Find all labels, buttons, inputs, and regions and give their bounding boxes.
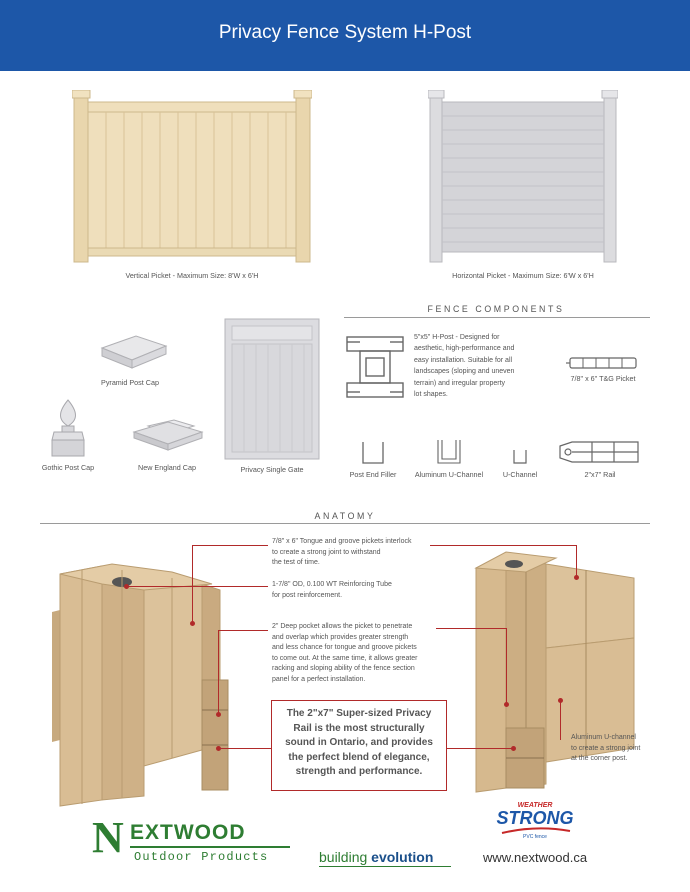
callout-tongue-groove-dot [190,621,195,626]
rail-label: 2"x7" Rail [584,470,616,479]
new-england-cap-image [130,418,204,452]
post-end-filler-profile-image [360,440,386,466]
vertical-picket-caption: Vertical Picket - Maximum Size: 8'W x 6'H [125,271,259,280]
gothic-post-cap-label: Gothic Post Cap [41,463,95,472]
nextwood-logo-letter: N [92,813,124,862]
callout-deep-pocket-drop [218,630,219,714]
aluminum-u-channel-profile-image [434,438,464,466]
tg-picket-label: 7/8" x 6" T&G Picket [570,374,636,383]
horizontal-picket-caption: Horizontal Picket - Maximum Size: 6'W x 6'H [452,271,594,280]
callout-tongue-groove-line [192,545,268,546]
page-title: Privacy Fence System H-Post [218,22,472,43]
fence-components-title: FENCE COMPONENTS [427,304,565,314]
anatomy-title: ANATOMY [314,511,376,521]
post-end-filler-label: Post End Filler [349,470,397,479]
weather-strong-badge-main: STRONG [496,808,574,828]
nextwood-logo-name: EXTWOOD [130,821,246,844]
rail-highlight-line-right [447,748,513,749]
aluminum-u-channel-label: Aluminum U-Channel [414,470,484,479]
website-url[interactable]: www.nextwood.ca [483,850,588,865]
callout-aluminum-u-channel-line [560,700,561,740]
rail-highlight-line-left [218,748,271,749]
rail-highlight-dot-left [216,746,221,751]
h-post-description: 5"x5" H-Post - Designed for aesthetic, high-performance and easy installation. Suitable for all landscapes (sloping and uneven terrain) and irregular property lot shapes. [414,334,515,399]
callout-tongue-groove: 7/8" x 6" Tongue and groove pickets interlock to create a strong joint to withstand the test of time. [272,538,412,567]
vertical-picket-fence-image [72,90,312,265]
weather-strong-badge-top: WEATHER [517,802,553,809]
weather-strong-badge-sub: PVC fence [523,834,547,840]
privacy-single-gate-label: Privacy Single Gate [240,465,304,474]
nextwood-logo-rule [130,846,290,848]
tg-picket-profile-image [566,356,640,370]
anatomy-divider [40,523,650,524]
fence-components-divider [344,317,650,318]
callout-deep-pocket: 2" Deep pocket allows the picket to penetrate and overlap which provides greater strength and less chance for tongue and groove pickets to come out. At the same time, it allows greater racking and sloping ability of the fence section panel for a perfect installation. [272,623,418,683]
callout-tongue-groove-drop-right [576,545,577,577]
rail-highlight-text: The 2"x7" Super-sized Privacy Rail is the most structurally sound in Ontario, and provides the perfect blend of elegance, strength and performance. [285,708,433,778]
u-channel-label: U-Channel [502,470,538,479]
callout-deep-pocket-line-right [436,628,506,629]
pyramid-post-cap-image [96,332,170,372]
u-channel-profile-image [512,448,528,466]
horizontal-picket-fence-image [428,90,618,265]
new-england-cap-label: New England Cap [138,463,196,472]
callout-reinforcing-tube-dot [124,584,129,589]
callout-reinforcing-tube: 1-7/8" OD, 0.100 WT Reinforcing Tube for post reinforcement. [272,581,392,599]
callout-tongue-groove-line-right [430,545,576,546]
rail-profile-image [558,440,642,464]
callout-deep-pocket-line [218,630,268,631]
gothic-post-cap-image [48,398,88,460]
privacy-single-gate-image [224,318,320,460]
callout-aluminum-u-channel-dot [558,698,563,703]
left-anatomy-cutaway-image [52,560,232,808]
tagline-underline [319,866,451,867]
pyramid-post-cap-label: Pyramid Post Cap [101,378,159,387]
nextwood-logo-subtitle: Outdoor Products [134,850,269,864]
callout-deep-pocket-dot [216,712,221,717]
rail-highlight-dot-right [511,746,516,751]
callout-tongue-groove-drop [192,545,193,623]
callout-tongue-groove-dot-right [574,575,579,580]
callout-deep-pocket-dot-right [504,702,509,707]
building-evolution-tagline: building evolution [319,849,434,865]
h-post-profile-image [344,334,406,400]
callout-aluminum-u-channel: Aluminum U-channel to create a strong joint at the corner post. [571,734,641,763]
callout-reinforcing-tube-line [126,586,268,587]
callout-deep-pocket-drop-right [506,628,507,704]
